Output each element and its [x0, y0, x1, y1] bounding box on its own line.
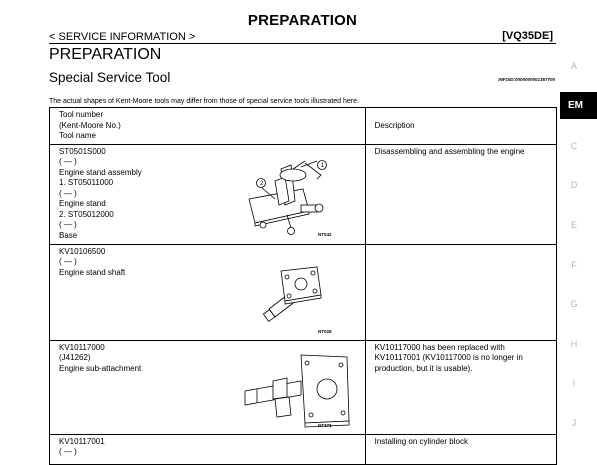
- description-line: KV10117001 (KV10117000 is no longer in: [374, 353, 523, 362]
- index-tab-j[interactable]: J: [571, 418, 577, 428]
- description-header: Description: [374, 120, 415, 130]
- description-line: Installing on cylinder block: [374, 436, 468, 446]
- description-line: production, but it is usable).: [374, 363, 473, 373]
- tool-line: ( — ): [59, 157, 77, 166]
- description-line: KV10117000 has been replaced with: [374, 342, 505, 352]
- description-cell: [365, 144, 556, 244]
- index-tab-em-active[interactable]: EM: [560, 92, 597, 119]
- section-title: PREPARATION: [49, 46, 162, 63]
- tool-line: 2. ST05012000: [59, 209, 114, 219]
- tool-line: KV10106500: [59, 246, 106, 256]
- tool-cell: [50, 434, 366, 464]
- table-row: [50, 144, 557, 244]
- engine-sub-attachment-illustration: [235, 351, 355, 431]
- index-tab-i[interactable]: I: [572, 378, 576, 388]
- header-line: Tool number: [59, 110, 104, 119]
- index-tab-c[interactable]: C: [570, 141, 578, 151]
- engine-code: [VQ35DE]: [502, 30, 553, 42]
- table-header-row: [50, 108, 557, 145]
- tool-line: ST0501S000: [59, 146, 106, 156]
- engine-stand-shaft-illustration: [245, 265, 330, 333]
- tool-cell: [50, 144, 366, 244]
- tool-line: KV10117000: [59, 342, 105, 352]
- tool-line: ( — ): [59, 257, 77, 266]
- tool-line: KV10117001: [59, 436, 105, 446]
- engine-stand-assembly-illustration: [235, 155, 355, 241]
- figure-code: NT373: [318, 422, 332, 428]
- figure-code: NT042: [318, 231, 332, 237]
- callout-1: 1: [320, 162, 325, 169]
- description-cell: [365, 244, 556, 340]
- tool-line: Engine sub-attachment: [59, 363, 142, 373]
- tool-cell: [50, 340, 366, 434]
- callout-2: 2: [259, 180, 264, 187]
- tool-line: ( — ): [59, 220, 77, 229]
- special-service-tool-table: [49, 107, 557, 465]
- section-index: [560, 0, 597, 450]
- table-row: [50, 434, 557, 464]
- tool-line: (J41262): [59, 353, 91, 362]
- tool-line: Base: [59, 230, 78, 240]
- index-tab-e[interactable]: E: [570, 220, 577, 230]
- header-line: (Kent-Moore No.): [59, 120, 121, 130]
- description-cell: [365, 434, 556, 464]
- figure-code: NT028: [318, 328, 332, 334]
- info-id: INFOID:0000000001357700: [498, 77, 555, 82]
- tool-shape-note: The actual shapes of Kent-Moore tools may differ from those of special service tools illustrated here.: [49, 98, 359, 105]
- header-line: Tool name: [59, 131, 96, 140]
- subsection-title: Special Service Tool: [49, 70, 171, 85]
- index-tab-f[interactable]: F: [571, 260, 577, 270]
- tool-header-cell: [50, 108, 366, 145]
- tool-line: Engine stand assembly: [59, 167, 142, 177]
- description-header-cell: [365, 108, 556, 145]
- index-tab-h[interactable]: H: [570, 339, 578, 349]
- page-title: PREPARATION: [247, 12, 358, 29]
- description-line: Disassembling and assembling the engine: [374, 146, 525, 156]
- tool-line: 1. ST05011000: [59, 178, 114, 187]
- tool-line: Engine stand shaft: [59, 267, 126, 277]
- table-row: [50, 244, 557, 340]
- index-tab-g[interactable]: G: [570, 299, 578, 309]
- breadcrumb[interactable]: < SERVICE INFORMATION >: [49, 31, 196, 43]
- header-rule: [49, 43, 556, 44]
- tool-line: ( — ): [59, 447, 77, 456]
- tool-cell: [50, 244, 366, 340]
- tool-line: ( — ): [59, 188, 77, 198]
- tool-line: Engine stand: [59, 199, 106, 208]
- description-cell: [365, 340, 556, 434]
- index-tab-d[interactable]: D: [570, 180, 578, 190]
- index-tab-a[interactable]: A: [570, 61, 577, 71]
- table-row: [50, 340, 557, 434]
